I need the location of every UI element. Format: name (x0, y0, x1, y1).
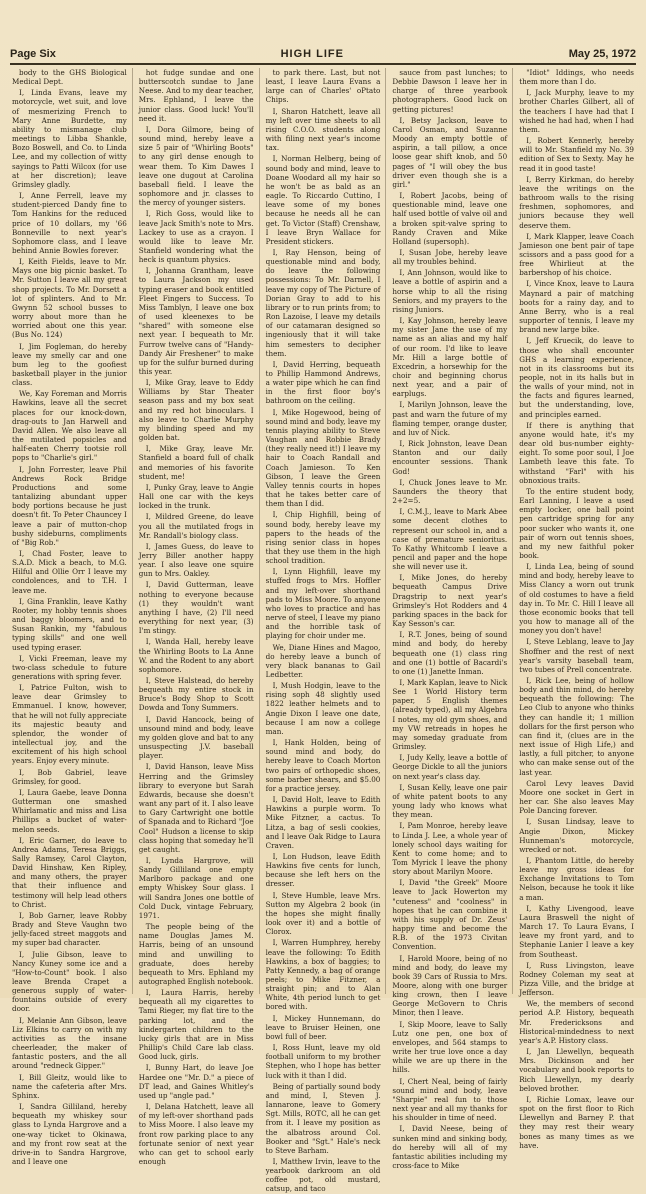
will-paragraph: I, Bob Gabriel, leave Grimsley, for good. (12, 767, 127, 786)
will-paragraph: I, John Forrester, leave Phil Andrews Rock Bridge Productions and some tantalizing abundant upper body portions because he just doesn't fit. To Peter Chauncey I leave a pair of mutton-chop bushy sideburns, compliments of "Big Rob." (12, 464, 127, 547)
will-paragraph: I, Keith Fields, leave to Mr. Mays one big picnic basket. To Mr. Sutton I leave all my great shop projects. To Mr. Dorsett a lot of splinters. And to Mr. Gwynn 52 school busses to worry about more than he worried about one this year. (Bus No. 124) (12, 257, 127, 340)
will-paragraph: I, Kathy Livengood, leave Laura Braswell the night of March 17. To Laura Evans, I leave my front yard, and to Stephanie Lanier I leave a key from Southeast. (519, 903, 634, 959)
column-2 (138, 68, 260, 1166)
will-paragraph: We, the members of second period A.P. History, bequeath Mr. Fredericksons and Historical-mindedness to next year's A.P. History class. (519, 999, 634, 1045)
will-paragraph: I, Dora Gilmore, being of sound mind, hereby leave a size 5 pair of "Whirling Boots" to any girl dense enough to wear them. To Kim Dawes I leave one dugout at Carolina baseball field. I leave the sophomore and jr. classes to the mercy of younger sisters. (138, 124, 254, 208)
will-paragraph: I, Pam Monroe, hereby leave to Linda J. Lee, a whole year of lonely school days waiting for Kent to come home; and to Tom Myrick I leave the phony story about Marilyn Moore. (392, 821, 508, 877)
will-paragraph: I, Robert Kennerly, hereby will to Mr. Stanfield my No. 39 edition of Sex to Sexty. May he read it in good taste! (519, 136, 634, 173)
will-paragraph: I, C.M.J., leave to Mark Abee some decent clothes to represent our school in, and a case of premature senioritus. To Kathy Whitcomb I leave a pencil and paper and the hope she will never use it. (392, 507, 508, 572)
will-paragraph: I, Harold Moore, being of no mind and body, do leave my book 39 Cars of Russia to Mrs. Moore, along with one burger king crown, then I leave George McGovern to Chris Minor, then I leave. (392, 953, 508, 1018)
will-paragraph: I, David Hanson, leave Miss Herring and the Grimsley library to everyone but Sarah Edwards, because she doesn't want any part of it. I also leave to Gary Cartwright one bottle of Spanada and to Richard "Joe Cool" Hudson a license to skip class hoping that someday he'll get caught. (138, 762, 254, 854)
will-paragraph: I, Eric Garner, do leave to Andrea Adams, Teresa Briggs, Sally Ramsey, Carol Clayton, David Hinshaw, Ken Ripley, and many others, the prayer that their influence and testimony will help lead others to Christ. (12, 835, 127, 909)
will-paragraph: I, Kay Johnson, hereby leave my sister Jane the use of my name as an alias and my half of our room. I'd like to leave Mr. Hill a large bottle of Excedrin, a horsewhip for the choir and beginning chorus next year, and a pair of earplugs. (392, 316, 508, 399)
will-paragraph: I, Vince Knox, leave to Laura Maynard a pair of matching boots for a rainy day, and to Anne Berry, who is a real supporter of tennis, I leave my brand new large bike. (519, 279, 634, 335)
will-paragraph: The people being of the name Douglas James M. Harris, being of an unsound mind and unwilling to graduate, does hereby bequeath to Mrs. Ephland my autographed English notebook. (138, 922, 254, 986)
column-3 (265, 68, 387, 1194)
will-paragraph: I, David "the Greek" Moore leave to Jack Howerton my "cuteness" and "coolness" in hopes that he can combine it with his supply of Dr. Zeus' happy time and become the R.B. of the 1973 Civitan Convention. (392, 878, 508, 952)
will-paragraph: Carol Levy leaves David Moore one socket in Gert in her car. She also leaves May Pole Dancing forever. (519, 778, 634, 816)
will-paragraph: I, Mike Gray, leave to Eddy Williams by Star Theater season pass and my box seat and my red hot binoculars. I also leave to Charlie Murphy my blinding speed and my golden bat. (138, 378, 254, 443)
will-paragraph: I, Jeff Kruecik, do leave to those who shall encounter GHS a learning experience, not in its classrooms but its people, not in its halls but in the walls of your mind, not in the facts and figures learned, but the understanding, love, and principles earned. (519, 336, 634, 419)
will-paragraph: I, Berry Kirkman, do hereby leave the writings on the bathroom walls to the rising freshmen, sophomores, and juniors because they well deserve them. (519, 174, 634, 230)
will-paragraph: I, Lynn Highfill, leave my stuffed frogs to Mrs. Hoffler and my left-over shorthand pads to Miss Moore. To anyone who loves to practice and has nerve of steel, I leave my piano and the horrible task of playing for choir under me. (265, 567, 381, 641)
will-paragraph: I, Chert Neal, being of fairly sound mind and body, leave "Sharpie" real fun to those next year and all my thanks for his shoulder in time of need. (392, 1076, 508, 1123)
will-paragraph: We, Kay Foreman and Morris Hawkins, leave all the secret places for our knock-down, drag-outs to Jan Harwell and David Allen. We also leave all the mutilated popsicles and half-eaten Cherry tootsie roll pops to "Charlie's girl." (12, 389, 127, 463)
will-paragraph: I, Steve Halstead, do hereby bequeath my entire stock in Bruce's Body Shop to Scott Dowda and Tony Summers. (138, 676, 254, 713)
will-paragraph: I, David Gutterman, leave nothing to everyone because (1) they wouldn't want anything I have, (2) I'll need everything for next year, (3) I'm stingy. (138, 580, 254, 636)
will-paragraph: I, Robert Jacobs, being of questionable mind, leave one half used bottle of valve oil and a broken spit-valve spring to Randy Craven and Mike Holland (supersoph). (392, 191, 508, 246)
will-paragraph: I, Gina Franklin, leave Kathy Rooter, my hobby tennis shoes and baggy bloomers, and to Susan Rankin, my "fabulous typing skills" and one well used typing eraser. (12, 596, 127, 652)
will-paragraph: I, Skip Moore, leave to Sally Lutz one pen, one box of envelopes, and 564 stamps to write her true love once a day while we are up there in the hills. (392, 1019, 508, 1075)
will-paragraph: I, Rich Goss, would like to leave Jack Smith's note to Mrs. Lackey to use as a crayon. I would like to leave Mr. Stanfield wondering what the heck is quantum physics. (138, 209, 254, 265)
will-paragraph: I, R.T. Jones, being of sound mind and body, do hereby bequeath one (1) class ring and one (1) bottle of Bacardi's to one (1) Janette Inman. (392, 630, 508, 676)
will-paragraph: hot fudge sundae and one butterscotch sundae to Jane Neese. And to my dear teacher, Mrs. Ephland, I leave the junior class. Good luck! You'll need it. (138, 68, 254, 123)
will-paragraph: I, Marilyn Johnson, leave the past and warn the future of my flaming temper, orange duster, and luv of Nick. (392, 400, 508, 437)
will-paragraph: I, Susan Kelly, leave one pair of white patent boots to any young lady who knows what they mean. (392, 782, 508, 820)
will-paragraph: I, Vicki Freeman, leave my two-class schedule to future generations with spring fever. (12, 653, 127, 681)
will-paragraph: Being of partially sound body and mind, I, Steven J. Iannarone, leave to Gomery Sgt. Mills, ROTC, all he can get from it. I leave my position as the albatross around Col. Booker and "Sgt." Hale's neck to Steve Barham. (265, 1081, 381, 1155)
will-paragraph: I, Jack Murphy, leave to my brother Charles Gilbert, all of the teachers I have had that I wished he had had, when I had them. (519, 88, 634, 134)
will-paragraph: I, Hank Holden, being of sound mind and body, do hereby leave to Coach Morton two pairs of orthopedic shoes, some barber shears, and $5.00 for a practice jersey. (265, 738, 381, 793)
will-paragraph: body to the GHS Biological Medical Dept. (12, 68, 127, 87)
page-number: Page Six (10, 48, 56, 60)
will-paragraph: I, Steve Humble, leave Mrs. Sutton my Algebra 2 book (in the hopes she might finally look over it) and a bottle of Clorox. (265, 890, 381, 937)
header-rule (10, 63, 636, 65)
will-paragraph: I, Punky Gray, leave to Angie Hall one car with the keys locked in the trunk. (138, 482, 254, 511)
will-paragraph: I, Mike Hogewood, being of sound mind and body, leave my tennis playing ability to Steve Vaughan and Robbie Brady (they really need it!) I leave my hair to Coach Randall and Coach Jamieson. To Ken Gibson, I leave the Green Valley tennis courts in hopes that he takes better care of them than I did. (265, 407, 381, 509)
will-paragraph: I, Patrice Fulton, wish to leave dear Grimsley to Emmanuel. I know, however, that he will not fully appreciate its majestic beauty and splendor, the wonder of intellectual joy, and the excitement of his high school years. Enjoy every minute. (12, 683, 127, 766)
will-paragraph: I, Susan Jobe, hereby leave all my troubles behind. (392, 247, 508, 267)
will-paragraph: I, Jim Fogleman, do hereby leave my smelly car and one bum leg to the goofiest basketball player in the junior class. (12, 341, 127, 388)
will-paragraph: I, Mush Hodgin, leave to the rising soph 48 slightly used 1822 leather helmets and to Angie Dixon I leave one date, because I am now a college man. (265, 681, 381, 736)
will-paragraph: I, Warren Humphrey, hereby leave the following: To Edith Hawkins, a box of baggies; to Patty Kennedy, a bag of orange peels; to Mike Fitzner, a straight pin; and to Alan White, 4th period lunch to get bored with. (265, 938, 381, 1012)
column-5 (519, 68, 634, 1150)
will-paragraph: If there is anything that anyone would hate, it's my dear old bus-number eighty-eight. To some poor soul, I Joe Lambeth leave this fate. To withstand "Farl" with his obnoxious traits. (519, 420, 634, 485)
will-paragraph: I, Chip Highfill, being of sound body, hereby leave my papers to the heads of the rising senior class in hopes that they use them in the high school tradition. (265, 510, 381, 566)
will-paragraph: I, David Hancock, being of unsound mind and body, leave my golden glove and bat to any unsuspecting J.V. baseball player. (138, 714, 254, 761)
will-paragraph: I, David Holt, leave to Edith Hawkins a purple worm. To Mike Fitzner, a cactus. To Litza, a bag of sesli cookies, and I leave Oak Ridge to Laura Craven. (265, 795, 381, 850)
columns (12, 68, 634, 1194)
will-paragraph: I, Bunny Hart, do leave Joe Hardee one "Mr. D." a piece of DT lead, and Gaines Whitley's used up "angle pad." (138, 1063, 254, 1100)
will-paragraph: I, Steve Leblang, leave to Jay Shoffner and the rest of next year's varsity baseball team, two tubes of Prell concentrate. (519, 637, 634, 674)
will-paragraph: sauce from past lunches; to Debbie Dawson I leave her in charge of three yearbook photographers. Good luck on getting pictures! (392, 68, 508, 114)
will-paragraph: I, James Guess, do leave to Jerry Biller another happy year. I also leave one squire gun to Mrs. Oakley. (138, 541, 254, 579)
will-paragraph: I, Lynda Hargrove, will Sandy Gilliland one empty Marlboro package and one empty Whiskey Sour glass. I will Sandra Jones one bottle of Cold Duck, vintage February, 1971. (138, 855, 254, 920)
will-paragraph: I, Betsy Jackson, leave to Carol Osman, and Suzanne Moody an empty bottle of aspirin, a tall pillow, a once loose gear shift knob, and 50 pages of "I will obey the bus driver even though she is a girl." (392, 115, 508, 189)
will-paragraph: I, Ross Hunt, leave my old football uniform to my brother Stephen, who I hope has better luck with it than I did. (265, 1043, 381, 1080)
issue-date: May 25, 1972 (568, 48, 636, 60)
will-paragraph: I, Norman Helberg, being of sound body and mind, leave to Doane Woodard all my hair so he won't be as bald as an eagle. To Riccardo Cuttino, I leave some of my bones because he needs all he can get. To Victor (Staff) Crenshaw, I leave Bryn Wallace for President stickers. (265, 154, 381, 246)
will-paragraph: I, Melanie Ann Gibson, leave Liz Elkins to carry on with my activities as the insane cheerleader, the maker of fantastic posters, and the all around "redneck Gipper." (12, 1015, 127, 1071)
will-paragraph: I, Jan Llewellyn, bequeath Mrs. Dickinson and her vocabulary and book reports to Rich Llewellyn, my dearly beloved brother. (519, 1047, 634, 1093)
will-paragraph: I, Mickey Hunnemann, do leave to Bruiser Heinen, one bowl full of beer. (265, 1013, 381, 1041)
will-paragraph: I, Susan Lindsay, leave to Angie Dixon, Mickey Hunneman's motorcycle, wrecked or not. (519, 817, 634, 854)
will-paragraph: "Idiot" Iddings, who needs them more than I do. (519, 68, 634, 87)
column-1 (12, 68, 133, 1166)
will-paragraph: I, Sandra Gilliland, hereby bequeath my whiskey sour glass to Lynda Hargrove and a one-way ticket to Okinawa, and my front row seat at the drive-in to Sandra Hargrove, and I leave one (12, 1102, 127, 1166)
will-paragraph: I, Linda Evans, leave my motorcycle, wet suit, and love of mesmerizing French to Mary Anne Burdette, my ability to mismanage club meetings to Libba Shankle, Bozo Boswell, and Co. to Linda Lee, and my collection of witty sayings to Patti Wilcox (for use at her discretion); leave Grimsley gladly. (12, 88, 127, 189)
page-header (10, 44, 636, 64)
will-paragraph: I, Bill Gleitz, would like to name the cafeteria after Mrs. Sphinx. (12, 1072, 127, 1100)
will-paragraph: I, David Neese, being of sunken mind and sinking body, do hereby will all of my fantastic abilities including my cross-face to Mike (392, 1124, 508, 1170)
will-paragraph: I, Mark Klapper, leave Coach Jamieson one bent pair of tape scissors and a pass good for a free Whirlieut at the barbershop of his choice. (519, 231, 634, 278)
will-paragraph: I, Mike Jones, do hereby bequeath Campus Drive Dragstrip to next year's Grimsley's Hot Rodders and 4 parking spaces in the back for Kay Sesson's car. (392, 573, 508, 629)
will-paragraph: I, Mark Kaplan, leave to Nick See 1 World History term paper, 5 English themes (already typed), all my Algebra I notes, my old gym shoes, and my VW retreads in hopes he may someday graduate from Grimsley. (392, 678, 508, 752)
will-paragraph: I, Laura Harris, hereby bequeath all my cigarettes to Tami Rieger, my flat tire to the parking lot, and the kindergarten children to the lucky girls that are in Miss Phillip's Child Care lab class. Good luck, girls. (138, 988, 254, 1062)
will-paragraph: We, Diane Hines and Magoo, do hereby leave a bunch of very black bananas to Gail Ledbetter. (265, 642, 381, 679)
will-paragraph: I, Lon Hudson, leave Edith Hawkins five cents for lunch, because she left hers on the dresser. (265, 851, 381, 889)
will-paragraph: to park there. Last, but not least, I leave Laura Evans a large can of Charles' oPtato Chips. (265, 68, 381, 105)
will-paragraph: I, Linda Lea, being of sound mind and body, hereby leave to Miss Clancy a worn out trunk of old costumes to have a field day in. To Mr. C. Hill I leave all those economic books that tell you how to manage all of the money you don't have! (519, 562, 634, 636)
will-paragraph: I, Sharon Hatchett, leave all my left over time sheets to all rising C.O.O. students along with filing next year's income tax. (265, 106, 381, 153)
column-4 (392, 68, 513, 1170)
will-paragraph: I, Phantom Little, do hereby leave my gross ideas for Exchange Invitations to Tom Nelson, because he took it like a man. (519, 855, 634, 902)
will-paragraph: I, Chad Foster, leave to S.A.D. Mick a beach, to M.G. Hilful and Ollie Orr I leave my condolences, and to T.H. I leave me. (12, 548, 127, 595)
will-paragraph: I, Delana Hatchett, leave all of my left-over shorthand pads to Miss Moore. I also leave my front row parking place to any fortunate senior of next year who can get to school early enough (138, 1102, 254, 1166)
will-paragraph: I, Russ Livingston, leave Rodney Coleman my seat at Pizza Ville, and the bridge at Jefferson. (519, 960, 634, 998)
will-paragraph: I, Mike Gray, leave Mr. Stanfield a board full of chalk and memories of his favorite student, me! (138, 444, 254, 481)
will-paragraph: I, Anne Ferrell, leave my student-pierced Dandy fine to Tom Hankins for the reduced price of 10 dollars, my '66 Bonneville to next year's Sophomore class, and I leave behind Annie Bowles forever. (12, 191, 127, 255)
will-paragraph: I, Wanda Hall, hereby leave the Whirling Boots to La Anne W. and the Rodent to any abort sophomore. (138, 637, 254, 674)
will-paragraph: I, Rick Johnston, leave Dean Stanton and our daily encounter sessions. Thank God! (392, 439, 508, 476)
will-paragraph: I, Matthew Irvin, leave to the yearbook darkroom an old coffee pot, old mustard, catsup, and taco (265, 1156, 381, 1194)
will-paragraph: I, Johanna Grantham, leave to Laura Jackson my used typing eraser and book entitled Fleet Fingers to Success. To Miss Tamblyn, I leave one box of used kleenexes to be "shared" with someone else next year. I bequeath to Mr. Furrow twelve cans of "Handy-Dandy Air Freshener" to make up for the sulfur burned during this year. (138, 266, 254, 376)
will-paragraph: I, David Herring, bequeath to Phillip Hammond Andrews, a water pipe which he can find in the first floor boy's bathroom on the ceiling. (265, 359, 381, 406)
will-paragraph: I, Rick Lee, being of hollow body and thin mind, do hereby bequeath the following: The Leo Club to anyone who thinks they can handle it; 1 million dollars for the first person who can find it, (clues are in the next issue of High Life,) and lastly, a full pitcher, to anyone who can make sense out of the last year. (519, 676, 634, 777)
masthead: HIGH LIFE (280, 48, 344, 60)
will-paragraph: I, Laura Gaebe, leave Donna Gutterman one smashed Whirlamatic and miss and Lisa Phillips a bucket of water-melon seeds. (12, 787, 127, 834)
will-paragraph: I, Richie Lomax, leave our spot on the first floor to Rich Llewellyn and Barney P. that they may rest their weary bones as many times as we have. (519, 1094, 634, 1150)
will-paragraph: I, Chuck Jones leave to Mr. Saunders the theory that 2+2=5. (392, 477, 508, 506)
will-paragraph: I, Ray Henson, being of questionable mind and body, do leave the following possessions: To Mr. Darnell, I leave my copy of The Picture of Dorian Gray to add to his library or to run prints from; to Ron Lazoise, I leave my details of our catamaran designed so ingeniously that it will take him semesters to decipher them. (265, 247, 381, 358)
will-paragraph: I, Julie Gibson, leave to Nancy Kuney some ice and a "How-to-Count" book. I also leave Brenda Crapet a generous supply of water-fountains outside of every door. (12, 949, 127, 1014)
will-paragraph: I, Mildred Greene, do leave you all the mutilated frogs in Mr. Randall's biology class. (138, 512, 254, 540)
will-paragraph: To the entire student body, Earl Lanning, I leave a used empty locker, one ball point pen cartridge spring for any poor sucker who wants it, one pair of worn out tennis shoes, and my new faithful poker book. (519, 486, 634, 560)
will-paragraph: I, Ann Johnson, would like to leave a bottle of aspirin and a horse whip to all the rising Seniors, and my prayers to the rising Juniors. (392, 268, 508, 314)
will-paragraph: I, Judy Kelly, leave a bottle of George Dickle to all the juniors on next year's class day. (392, 753, 508, 781)
will-paragraph: I, Bob Garner, leave Robby Brady and Steve Vaughn two jelly-faced street maggots and my super bad character. (12, 910, 127, 948)
